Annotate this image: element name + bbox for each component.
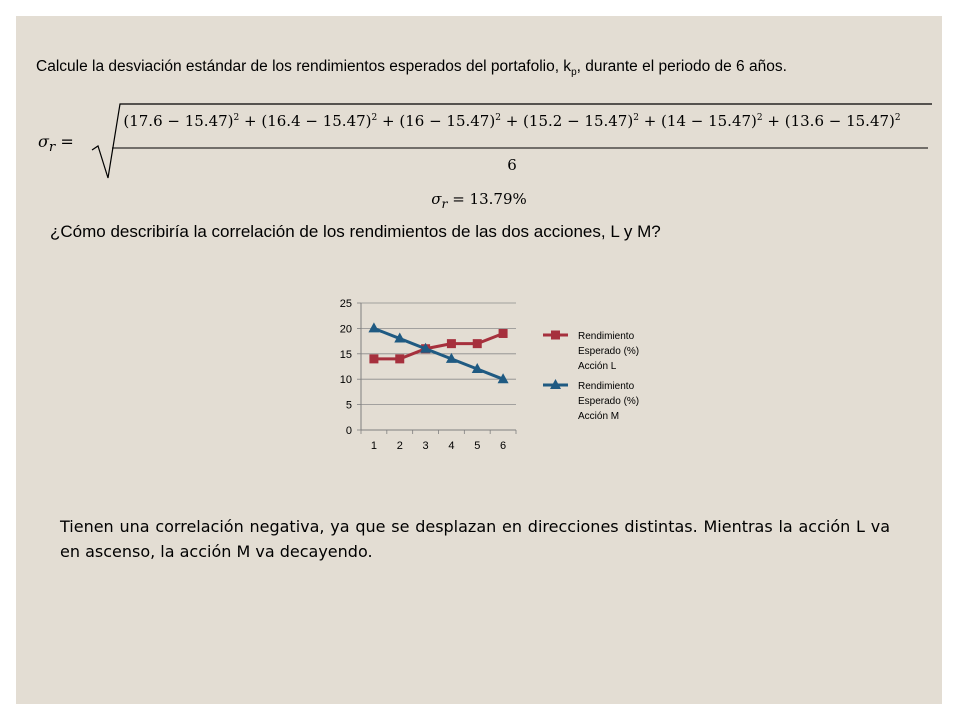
formula-denominator: 6	[507, 156, 517, 174]
data-point-l	[473, 339, 482, 348]
legend-marker-l	[551, 331, 560, 340]
x-tick-label: 6	[500, 440, 507, 452]
x-tick-label: 5	[474, 440, 481, 452]
x-tick-label: 2	[396, 440, 403, 452]
formula-result	[16, 190, 942, 211]
legend-label-line: Rendimiento	[578, 381, 635, 392]
term-exponent: 2	[371, 113, 378, 123]
std-dev-formula	[16, 98, 942, 211]
term-exponent: 2	[495, 113, 501, 123]
result-sigma: σ	[431, 190, 442, 208]
line-chart	[306, 278, 666, 458]
y-tick-label: 20	[339, 323, 352, 336]
term-exponent: 2	[894, 113, 901, 123]
lhs-equals: =	[60, 132, 74, 151]
legend-label-line: Acción M	[578, 411, 620, 422]
result-subscript: r	[441, 196, 448, 211]
data-point-l	[447, 339, 456, 348]
numerator-term: $(16.4 - 15.47)^2$ +	[261, 112, 400, 130]
question-1-subscript: p	[571, 67, 577, 79]
y-tick-label: 25	[339, 298, 352, 310]
lhs-sigma: σ	[38, 132, 49, 151]
legend-label-line: Esperado (%)	[578, 346, 640, 357]
x-tick-label: 4	[448, 440, 455, 452]
question-2: ¿Cómo describiría la correlación de los rendimientos de las dos acciones, L y M?	[50, 222, 661, 241]
data-point-l	[395, 354, 404, 363]
formula-lhs	[38, 132, 74, 155]
question-1-text-before: Calcule la desviación estándar de los rendimientos esperados del portafolio, k	[36, 58, 572, 75]
data-point-m	[368, 322, 379, 332]
numerator-term: $(17.6 - 15.47)^2$ +	[123, 112, 262, 130]
data-point-l	[499, 329, 508, 338]
formula-numerator	[102, 112, 922, 130]
numerator-term: $(14 - 15.47)^2$ +	[661, 112, 785, 130]
x-tick-label: 3	[422, 440, 429, 452]
slide-background	[16, 16, 942, 704]
chart-container	[306, 278, 666, 458]
y-tick-label: 15	[339, 348, 352, 361]
answer-text: Tienen una correlación negativa, ya que se desplazan en direcciones distintas. Mientras la acción L va en ascenso, la acción M va decayendo.	[60, 517, 890, 561]
term-exponent: 2	[756, 113, 763, 123]
y-tick-label: 5	[345, 399, 352, 412]
legend-label-line: Rendimiento	[578, 331, 635, 342]
y-tick-label: 0	[345, 425, 352, 437]
term-exponent: 2	[633, 113, 639, 123]
data-point-l	[369, 354, 378, 363]
y-tick-label: 10	[339, 374, 352, 387]
numerator-term: $(13.6 - 15.47)^2$	[784, 112, 901, 130]
x-tick-label: 1	[370, 440, 377, 452]
lhs-subscript: r	[48, 140, 56, 156]
result-value: = 13.79%	[447, 190, 527, 208]
term-exponent: 2	[233, 113, 240, 123]
numerator-term: $(16 - 15.47)^2$ +	[399, 112, 524, 130]
numerator-term: $(15.2 - 15.47)^2$ +	[523, 112, 662, 130]
legend-label-line: Esperado (%)	[578, 396, 640, 407]
legend-label-line: Acción L	[578, 361, 617, 372]
question-1	[36, 58, 926, 78]
question-1-text-after: , durante el periodo de 6 años.	[576, 58, 787, 75]
